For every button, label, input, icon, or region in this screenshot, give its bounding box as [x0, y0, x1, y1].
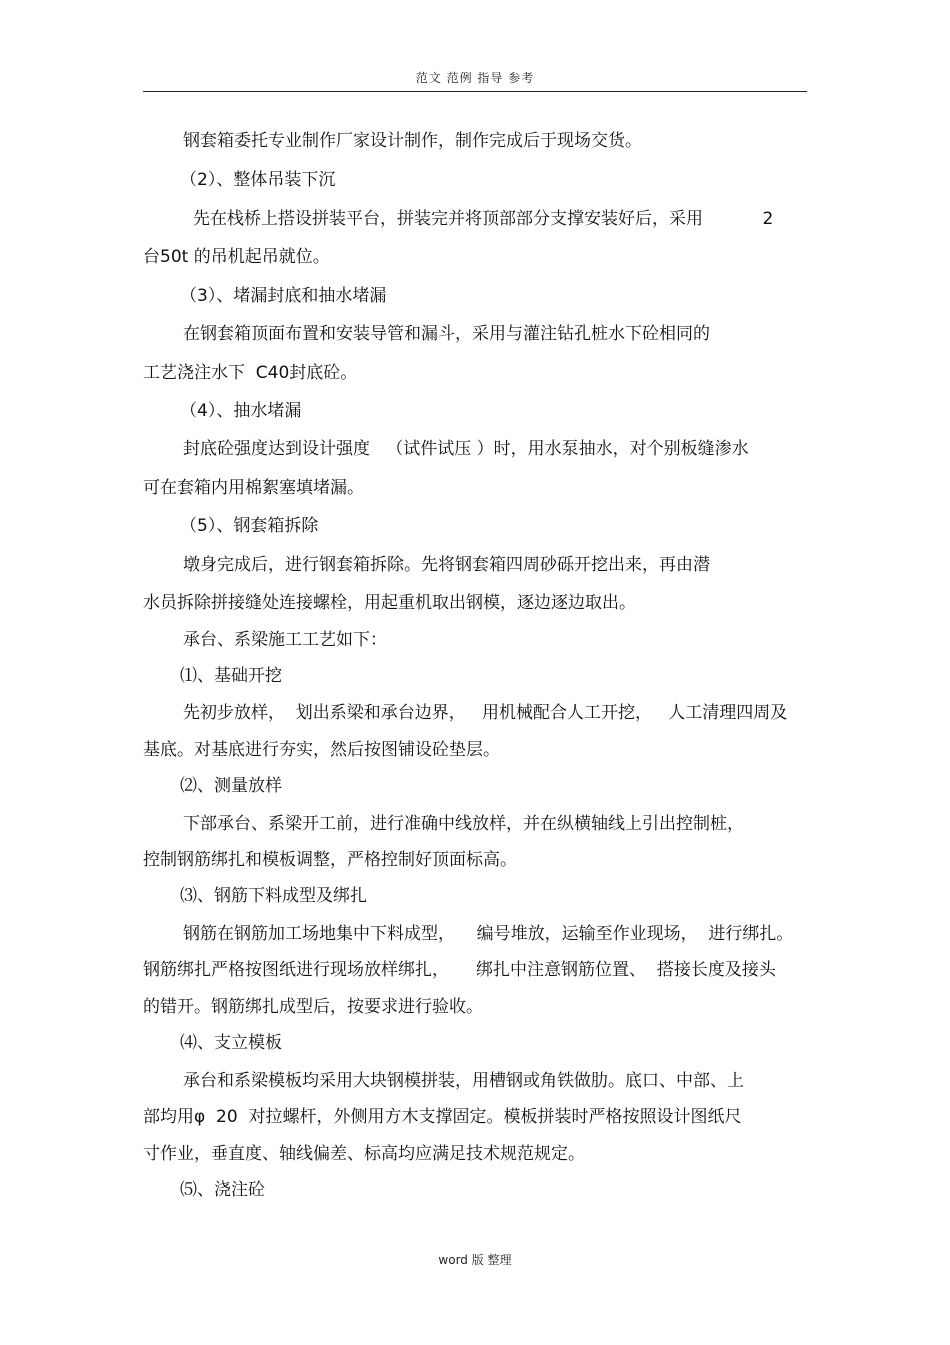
body-line: 封底砼强度达到设计强度 （试件试压 ）时，用水泵抽水，对个别板缝渗水: [183, 439, 749, 459]
body-line: 下部承台、系梁开工前，进行准确中线放样，并在纵横轴线上引出控制桩，: [183, 814, 744, 834]
body-line: 可在套箱内用棉絮塞填堵漏。: [143, 478, 364, 498]
body-line: 工艺浇注水下 C40封底砼。: [143, 363, 358, 383]
body-line: 墩身完成后，进行钢套箱拆除。先将钢套箱四周砂砾开挖出来，再由潜: [183, 555, 710, 575]
body-line: 寸作业，垂直度、轴线偏差、标高均应满足技术规范规定。: [143, 1144, 585, 1164]
body-line: 控制钢筋绑扎和模板调整，严格控制好顶面标高。: [143, 850, 517, 870]
section-heading: ⑸、浇注砼: [180, 1180, 265, 1200]
body-line: 部均用φ 20 对拉螺杆，外侧用方木支撑固定。模板拼装时严格按照设计图纸尺: [143, 1107, 742, 1127]
section-heading: （3）、堵漏封底和抽水堵漏: [180, 286, 387, 306]
body-line: 钢筋在钢筋加工场地集中下料成型， 编号堆放，运输至作业现场， 进行绑扎。: [183, 924, 794, 944]
page-header: 范文 范例 指导 参考: [415, 71, 535, 85]
body-line: 承台、系梁施工工艺如下：: [183, 630, 387, 650]
body-line: 先初步放样， 划出系梁和承台边界， 用机械配合人工开挖， 人工清理四周及: [183, 703, 788, 723]
section-heading: （5）、钢套箱拆除: [180, 516, 319, 536]
section-heading: ⑷、支立模板: [180, 1033, 282, 1053]
section-heading: ⑵、测量放样: [180, 776, 282, 796]
body-line: 水员拆除拼接缝处连接螺栓，用起重机取出钢模，逐边逐边取出。: [143, 593, 636, 613]
section-heading: （4）、抽水堵漏: [180, 401, 302, 421]
body-line: 承台和系梁模板均采用大块钢模拼装，用槽钢或角铁做肋。底口、中部、上: [183, 1071, 744, 1091]
body-line: 台50t 的吊机起吊就位。: [143, 247, 330, 267]
body-line: 的错开。钢筋绑扎成型后，按要求进行验收。: [143, 997, 483, 1017]
body-line: 基底。对基底进行夯实，然后按图铺设砼垫层。: [143, 740, 500, 760]
section-heading: ⑴、基础开挖: [180, 666, 282, 686]
section-heading: （2）、整体吊装下沉: [180, 170, 336, 190]
body-line: 钢筋绑扎严格按图纸进行现场放样绑扎， 绑扎中注意钢筋位置、 搭接长度及接头: [143, 960, 776, 980]
body-line: 先在栈桥上搭设拼装平台，拼装完并将顶部部分支撑安装好后，采用 2: [193, 209, 774, 229]
body-line: 在钢套箱顶面布置和安装导管和漏斗，采用与灌注钻孔桩水下砼相同的: [183, 324, 710, 344]
header-divider: [143, 91, 807, 92]
section-heading: ⑶、钢筋下料成型及绑扎: [180, 886, 367, 906]
body-line: 钢套箱委托专业制作厂家设计制作，制作完成后于现场交货。: [183, 131, 642, 151]
page-footer: word 版 整理: [438, 1253, 512, 1267]
